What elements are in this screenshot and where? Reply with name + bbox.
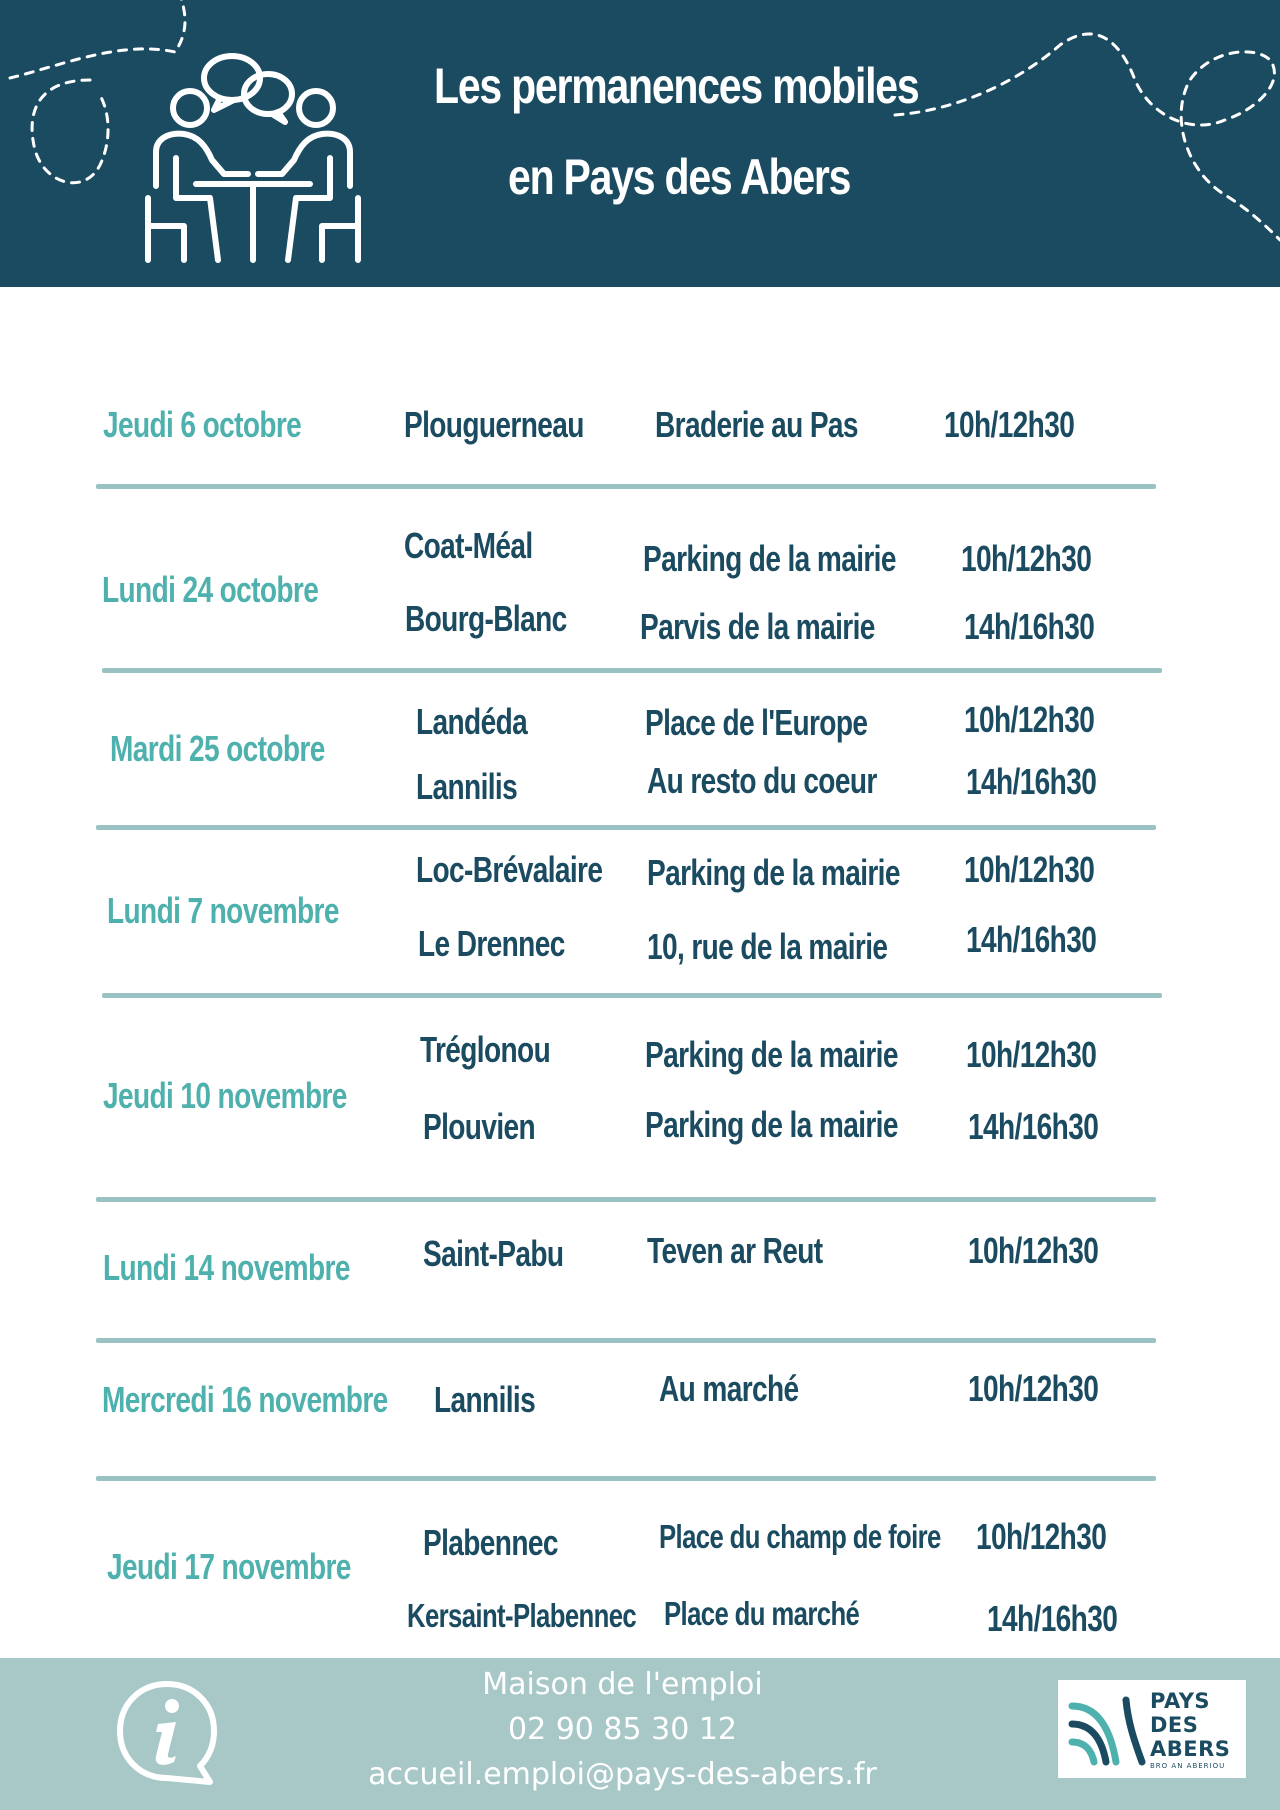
row-town: Plouvien — [423, 1106, 536, 1147]
row-date: Lundi 7 novembre — [107, 890, 339, 931]
footer-contact — [0, 1658, 1280, 1810]
row-place: Braderie au Pas — [655, 404, 858, 445]
row-hours: 14h/16h30 — [966, 919, 1097, 960]
row-hours: 10h/12h30 — [976, 1516, 1107, 1557]
row-date: Lundi 24 octobre — [102, 569, 319, 610]
row-divider — [102, 993, 1162, 998]
organization-name: Maison de l'emploi — [482, 1667, 763, 1702]
row-town: Coat-Méal — [404, 525, 533, 566]
row-place: Parking de la mairie — [647, 852, 900, 893]
row-hours: 10h/12h30 — [964, 849, 1095, 890]
row-divider — [96, 825, 1156, 830]
row-hours: 14h/16h30 — [966, 761, 1097, 802]
row-place: Au marché — [659, 1368, 799, 1409]
row-place: Place de l'Europe — [645, 702, 868, 743]
title-line-2: en Pays des Abers — [508, 149, 851, 205]
phone-number: 02 90 85 30 12 — [507, 1712, 737, 1747]
row-hours: 14h/16h30 — [987, 1598, 1118, 1639]
row-date: Mardi 25 octobre — [110, 728, 325, 769]
row-town: Plouguerneau — [404, 404, 584, 445]
row-place: 10, rue de la mairie — [647, 926, 888, 967]
row-place: Parking de la mairie — [643, 538, 896, 579]
row-date: Lundi 14 novembre — [103, 1247, 350, 1288]
row-date: Jeudi 17 novembre — [107, 1546, 351, 1587]
logo-text-2: DES — [1150, 1713, 1199, 1737]
meeting-people-icon — [140, 48, 365, 263]
row-date: Jeudi 10 novembre — [103, 1075, 347, 1116]
row-town: Lannilis — [434, 1379, 536, 1420]
row-place: Parking de la mairie — [645, 1104, 898, 1145]
row-place: Au resto du coeur — [647, 760, 877, 801]
row-hours: 10h/12h30 — [961, 538, 1092, 579]
row-divider — [96, 1476, 1156, 1481]
row-town: Lannilis — [416, 766, 518, 807]
row-date: Mercredi 16 novembre — [102, 1379, 388, 1420]
row-place: Place du champ de foire — [659, 1518, 941, 1555]
logo-tagline: BRO AN ABERIOU — [1150, 1762, 1226, 1770]
row-place: Place du marché — [664, 1595, 860, 1632]
logo-text-3: ABERS — [1150, 1737, 1231, 1761]
logo-text-1: PAYS — [1150, 1689, 1211, 1713]
row-town: Kersaint-Plabennec — [407, 1597, 637, 1634]
row-town: Saint-Pabu — [423, 1233, 564, 1274]
row-town: Loc-Brévalaire — [416, 849, 603, 890]
row-divider — [96, 1197, 1156, 1202]
row-hours: 10h/12h30 — [944, 404, 1075, 445]
pays-des-abers-logo — [1058, 1680, 1246, 1778]
row-town: Tréglonou — [420, 1029, 551, 1070]
title-line-1: Les permanences mobiles — [434, 58, 919, 114]
row-divider — [102, 668, 1162, 673]
row-town: Landéda — [416, 701, 528, 742]
row-place: Parking de la mairie — [645, 1034, 898, 1075]
header-banner — [0, 0, 1280, 287]
row-place: Teven ar Reut — [647, 1230, 823, 1271]
row-place: Parvis de la mairie — [640, 606, 875, 647]
row-hours: 14h/16h30 — [964, 606, 1095, 647]
row-town: Bourg-Blanc — [405, 598, 567, 639]
row-hours: 10h/12h30 — [966, 1034, 1097, 1075]
logo-waves-icon — [1066, 1696, 1146, 1766]
row-hours: 10h/12h30 — [968, 1368, 1099, 1409]
row-hours: 14h/16h30 — [968, 1106, 1099, 1147]
row-divider — [96, 1338, 1156, 1343]
row-town: Plabennec — [423, 1522, 558, 1563]
row-hours: 10h/12h30 — [964, 699, 1095, 740]
row-hours: 10h/12h30 — [968, 1230, 1099, 1271]
row-date: Jeudi 6 octobre — [103, 404, 302, 445]
row-divider — [96, 484, 1156, 489]
email-address[interactable]: accueil.emploi@pays-des-abers.fr — [368, 1757, 877, 1792]
row-town: Le Drennec — [418, 923, 565, 964]
